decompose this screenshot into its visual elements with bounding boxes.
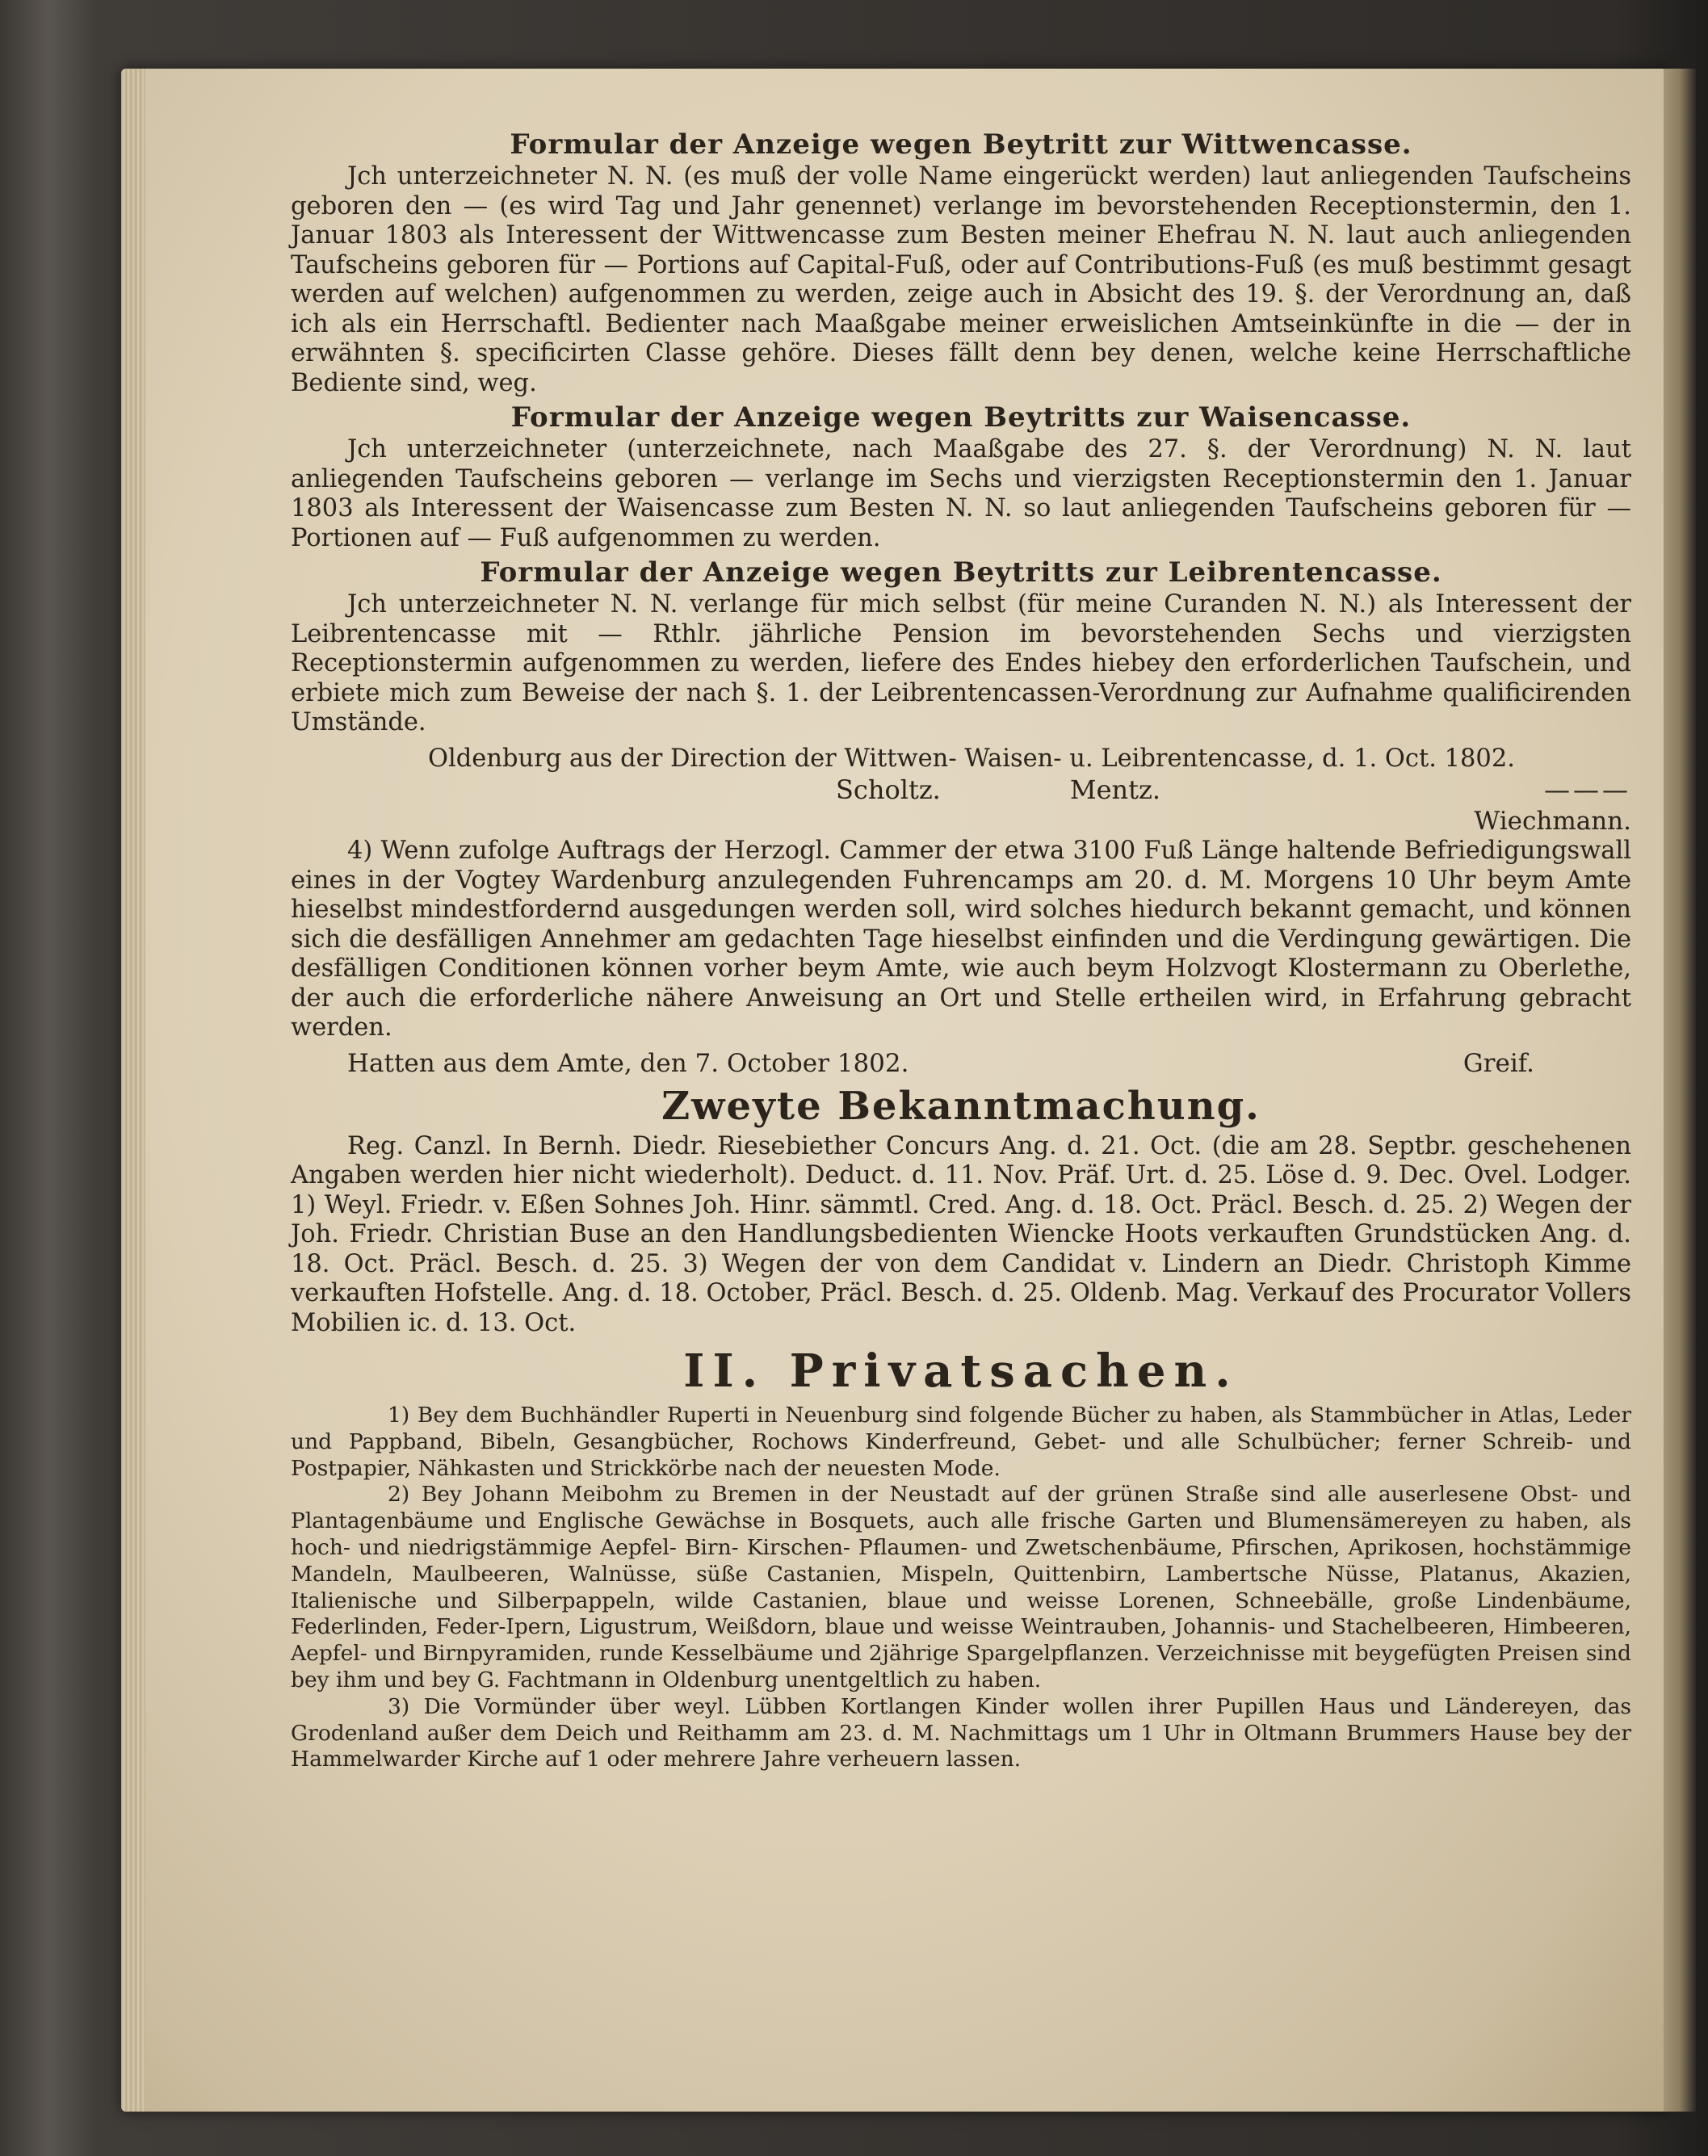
notice4-signature [291,1048,1631,1079]
notice4-name: Greif. [1463,1048,1534,1078]
signature-name-wiechmann: Wiechmann. [1474,807,1631,836]
signature-dash: ——— [1544,774,1631,805]
page-content [291,125,1631,1773]
zweyte-body: Reg. Canzl. In Bernh. Diedr. Riesebiether Concurs Ang. d. 21. Oct. (die am 28. Septbr. geschehenen Angaben werden hier nicht wiederholt). Deduct. d. 11. Nov. Präf. Urt. d. 25. Löse d. 9. Dec. Ovel. Lodger. 1) Weyl. Friedr. v. Eßen Sohnes Joh. Hinr. sämmtl. Cred. Ang. d. 18. Oct. Präcl. Besch. d. 25. 2) Wegen der Joh. Friedr. Christian Buse an den Handlungsbedienten Wiencke Hoots verkauften Grundstücken Ang. d. 18. Oct. Präcl. Besch. d. 25. 3) Wegen der von dem Candidat v. Lindern an Diedr. Christoph Kimme verkauften Hofstelle. Ang. d. 18. October, Präcl. Besch. d. 25. Oldenb. Mag. Verkauf des Procurator Vollers Mobilien ic. d. 13. Oct. [291,1131,1631,1337]
form2-body: Jch unterzeichneter (unterzeichnete, nach Maaßgabe des 27. §. der Verordnung) N. N. laut anliegenden Taufscheins geboren — verlange im Sechs und vierzigsten Receptionstermin den 1. Januar 1803 als Interessent der Waisencasse zum Besten N. N. so laut anliegenden Taufscheins geboren für — Portionen auf — Fuß aufgenommen zu werden. [291,435,1631,552]
page-stack-edge [121,69,145,2112]
form1-body: Jch unterzeichneter N. N. (es muß der volle Name eingerückt werden) laut anliegenden Taufscheins geboren den — (es wird Tag und Jahr genennet) verlange im bevorstehenden Receptionstermin, den 1. Januar 1803 als Interessent der Wittwencasse zum Besten meiner Ehefrau N. N. laut auch anliegenden Taufscheins geboren für — Portions auf Capital-Fuß, oder auf Contributions-Fuß (es muß bestimmt gesagt werden auf welchen) aufgenommen zu werden, zeige auch in Absicht des 19. §. der Verordnung an, daß ich als ein Herrschaftl. Bedienter nach Maaßgabe meiner erweislichen Amtseinkünfte in die — der in erwähnten §. specificirten Classe gehöre. Dieses fällt denn bey denen, welche keine Herrschaftliche Bediente sind, weg. [291,162,1631,397]
form3-body: Jch unterzeichneter N. N. verlange für mich selbst (für meine Curanden N. N.) als Interessent der Leibrentencasse mit — Rthlr. jährliche Pension im bevorstehenden Sechs und vierzigsten Receptionstermin aufgenommen zu werden, liefere des Endes hiebey den erforderlichen Taufschein, und erbiete mich zum Beweise der nach §. 1. der Leibrentencassen-Verordnung zur Aufnahme qualificirenden Umstände. [291,590,1631,736]
form3-title: Formular der Anzeige wegen Beytritts zur Leibrentencasse. [480,556,1442,589]
zweyte-title: Zweyte Bekanntmachung. [661,1083,1261,1129]
signature-name-scholtz: Scholtz. [836,774,941,805]
privat-item-2: 2) Bey Johann Meibohm zu Bremen in der Neustadt auf der grünen Straße sind alle auserlesene Obst- und Plantagenbäume und Englische Gewächse in Bosquets, auch alle frische Garten und Blumensämereyen zu haben, als hoch- und niedrigstämmige Aepfel- Birn- Kirschen- Pflaumen- und Zwetschenbäume, Pfirschen, Aprikosen, hochstämmige Mandeln, Maulbeeren, Walnüsse, süße Castanien, Mispeln, Quittenbirn, Lambertsche Nüsse, Platanus, Akazien, Italienische und Silberpappeln, wilde Castanien, blaue und weisse Lorenen, Schneebälle, große Lindenbäume, Federlinden, Feder-Ipern, Ligustrum, Weißdorn, blaue und weisse Weintrauben, Johannis- und Stachelbeeren, Himbeeren, Aepfel- und Birnpyramiden, runde Kesselbäume und 2jährige Spargelpflanzen. Verzeichnisse mit beygefügten Preisen sind bey ihm und bey G. Fachtmann in Oldenburg unentgeltlich zu haben. [291,1482,1631,1693]
privat-title: II. Privatsachen. [683,1344,1239,1398]
binding-edge [1664,69,1696,2112]
notice4-body: 4) Wenn zufolge Auftrags der Herzogl. Cammer der etwa 3100 Fuß Länge haltende Befriedigungswall eines in der Vogtey Wardenburg anzulegenden Fuhrencamps am 20. d. M. Morgens 10 Uhr beym Amte hieselbst mindestfordernd ausgedungen werden soll, wird solches hiedurch bekannt gemacht, und können sich die desfälligen Annehmer am gedachten Tage hieselbst einfinden und die Verdingung gewärtigen. Die desfälligen Conditionen können vorher beym Amte, wie auch beym Holzvogt Klostermann zu Oberlethe, der auch die erforderliche nähere Anweisung an Ort und Stelle ertheilen wird, in Erfahrung gebracht werden. [291,837,1631,1042]
signature-place-line: Oldenburg aus der Direction der Wittwen- Waisen- u. Leibrentencasse, d. 1. Oct. 1802. [428,744,1515,773]
form2-title: Formular der Anzeige wegen Beytritts zur Waisencasse. [510,401,1412,434]
privat-item-3: 3) Die Vormünder über weyl. Lübben Kortlangen Kinder wollen ihrer Pupillen Haus und Ländereyen, das Grodenland außer dem Deich und Reithamm am 23. d. M. Nachmittags um 1 Uhr in Oltmann Brummers Hause bey der Hammelwarder Kirche auf 1 oder mehrere Jahre verheuern lassen. [291,1693,1631,1772]
signature-names [291,774,1631,806]
privat-item-1: 1) Bey dem Buchhändler Ruperti in Neuenburg sind folgende Bücher zu haben, als Stammbücher in Atlas, Leder und Pappband, Bibeln, Gesangbücher, Rochows Kinderfreund, Gebet- und alle Schulbücher; ferner Schreib- und Postpapier, Nähkasten und Strickkörbe nach der neuesten Mode. [291,1403,1631,1481]
form1-title: Formular der Anzeige wegen Beytritt zur Wittwencasse. [510,128,1412,161]
signature-name-mentz: Mentz. [1069,774,1161,805]
notice4-place: Hatten aus dem Amte, den 7. October 1802. [347,1048,909,1078]
